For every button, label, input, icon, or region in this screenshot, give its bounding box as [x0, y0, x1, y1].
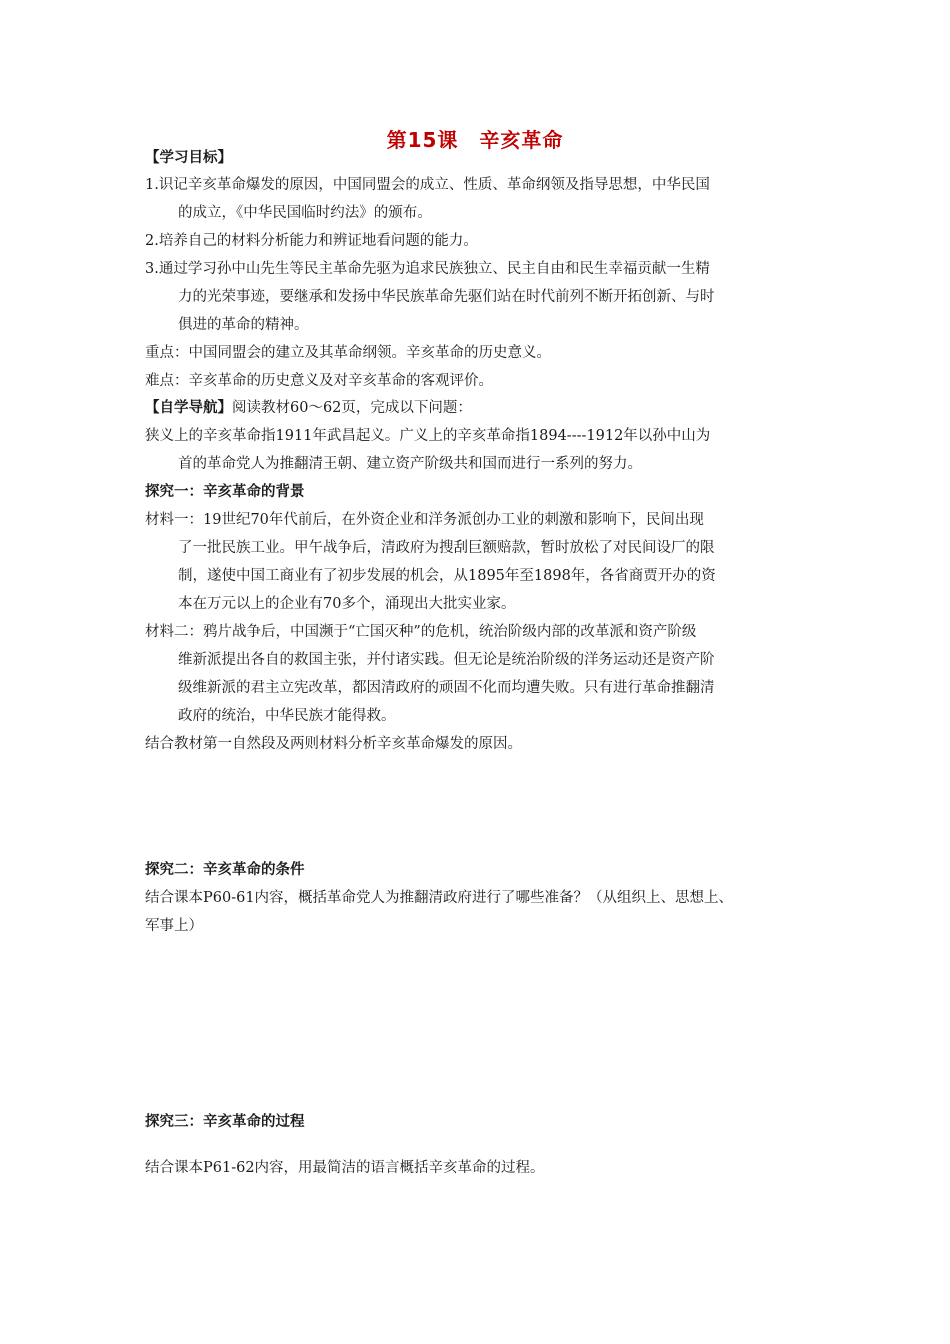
goal-item-3-line-3: 俱进的革命的精神。 [178, 317, 309, 333]
goal-item-3-line-1: 3.通过学习孙中山先生等民主革命先驱为追求民族独立、民主自由和民生幸福贡献一生精 [145, 261, 710, 277]
inquiry-2-heading: 探究二：辛亥革命的条件 [145, 862, 305, 878]
inquiry-1-question: 结合教材第一自然段及两则材料分析辛亥革命爆发的原因。 [145, 736, 522, 752]
material-1-line-2: 了一批民族工业。甲午战争后，清政府为搜刮巨额赔款，暂时放松了对民间设厂的限 [178, 540, 715, 556]
inquiry-3-heading: 探究三：辛亥革命的过程 [145, 1114, 305, 1130]
definition-line-1: 狭义上的辛亥革命指1911年武昌起义。广义上的辛亥革命指1894----1912年以孙中山为 [145, 428, 711, 444]
material-2-line-3: 级维新派的君主立宪改革，都因清政府的顽固不化而均遭失败。只有进行革命推翻清 [178, 680, 715, 696]
inquiry-2-question-line-1: 结合课本P60-61内容，概括革命党人为推翻清政府进行了哪些准备？（从组织上、思想上、 [145, 890, 734, 906]
lesson-title: 第15课 辛亥革命 [386, 128, 564, 152]
goal-item-1-line-2: 的成立，《中华民国临时约法》的颁布。 [178, 205, 432, 221]
material-1-line-1: 材料一：19世纪70年代前后，在外资企业和洋务派创办工业的刺激和影响下，民间出现 [145, 512, 704, 528]
material-1-line-4: 本在万元以上的企业有70多个，涌现出大批实业家。 [178, 596, 516, 612]
goals-heading: 【学习目标】 [145, 150, 232, 166]
material-2-line-4: 政府的统治，中华民族才能得救。 [178, 708, 396, 724]
inquiry-3-question: 结合课本P61-62内容，用最简洁的语言概括辛亥革命的过程。 [145, 1160, 545, 1176]
material-2-line-1: 材料二：鸦片战争后，中国濒于“亡国灭种”的危机，统治阶级内部的改革派和资产阶级 [145, 624, 697, 640]
guide-heading: 【自学导航】 [145, 400, 232, 416]
key-point: 重点：中国同盟会的建立及其革命纲领。辛亥革命的历史意义。 [145, 345, 551, 361]
material-1-line-3: 制，遂使中国工商业有了初步发展的机会，从1895年至1898年，各省商贾开办的资 [178, 568, 716, 584]
goal-item-1-line-1: 1.识记辛亥革命爆发的原因，中国同盟会的成立、性质、革命纲领及指导思想，中华民国 [145, 177, 710, 193]
goal-item-3-line-2: 力的光荣事迹，要继承和发扬中华民族革命先驱们站在时代前列不断开拓创新、与时 [178, 289, 715, 305]
inquiry-1-heading: 探究一：辛亥革命的背景 [145, 484, 305, 500]
material-2-line-2: 维新派提出各自的救国主张，并付诸实践。但无论是统治阶级的洋务运动还是资产阶 [178, 652, 715, 668]
definition-line-2: 首的革命党人为推翻清王朝、建立资产阶级共和国而进行一系列的努力。 [178, 456, 642, 472]
guide-line [145, 398, 825, 418]
goal-item-2: 2.培养自己的材料分析能力和辨证地看问题的能力。 [145, 233, 478, 249]
inquiry-2-question-line-2: 军事上） [145, 918, 203, 934]
difficulty: 难点：辛亥革命的历史意义及对辛亥革命的客观评价。 [145, 373, 493, 389]
guide-instruction: 阅读教材60～62页，完成以下问题： [232, 400, 472, 416]
